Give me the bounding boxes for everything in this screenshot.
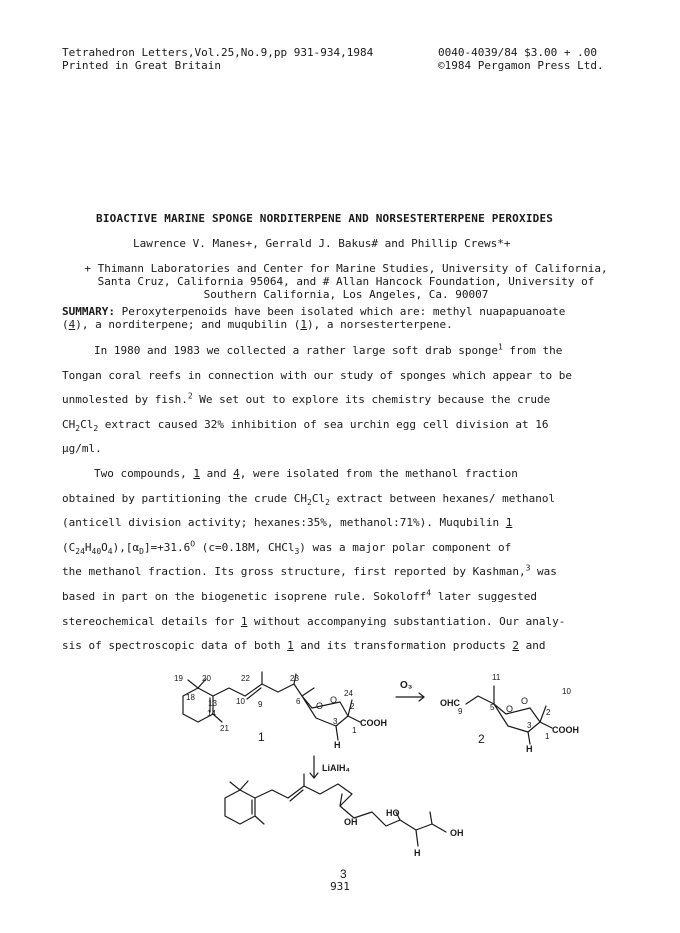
carboxyl-group: COOH [552, 725, 579, 735]
locant: 18 [186, 693, 195, 702]
locant: 9 [258, 700, 263, 709]
hydroxyl-group: OH [450, 828, 464, 838]
hydrogen-atom: H [334, 740, 341, 750]
issn-price: 0040-4039/84 $3.00 + .00 [438, 46, 597, 59]
oxygen-atom: O [506, 704, 514, 714]
locant: 23 [290, 674, 299, 683]
compound-1-structure [174, 672, 387, 750]
locant: 1 [352, 726, 357, 735]
aldehyde-group: OHC [440, 698, 460, 708]
text-line: based in part on the biogenetic isoprene rule. Sokoloff$^4$ later suggested [62, 588, 538, 603]
author-list: Lawrence V. Manes+, Gerrald J. Bakus# and Phillip Crews*+ [133, 237, 511, 250]
oxygen-atom: O [330, 695, 338, 705]
affiliation-line: + Thimann Laboratories and Center for Marine Studies, University of California, [84, 262, 608, 275]
text-line: obtained by partitioning the crude $CH_2Cl_2$ extract between hexanes/ methanol [62, 491, 556, 507]
text-line: (anticell division activity; hexanes:35%, methanol:71%). Muqubilin 1 [62, 516, 513, 530]
hydroxyl-group: OH [344, 817, 358, 827]
locant: 22 [241, 674, 250, 683]
text-line: In 1980 and 1983 we collected a rather large soft drab sponge$^1$ from the [94, 342, 563, 357]
reduction-step [310, 756, 350, 778]
reagent-label: O₃ [400, 680, 413, 691]
text-line: $(C_{24}H_{40}O_4),[\alpha_D]=+31.6^O$ (c=0.18M, CHCl$_3$) was a major polar component of [62, 539, 512, 556]
locant: 11 [492, 673, 501, 682]
locant: 13 [208, 699, 217, 708]
article-title: BIOACTIVE MARINE SPONGE NORDITERPENE AND NORSESTERTERPENE PEROXIDES [96, 212, 554, 225]
compound-3-structure [225, 774, 464, 881]
affiliation-line: Santa Cruz, California 95064, and # Allan Hancock Foundation, University of [97, 275, 595, 288]
locant: 3 [527, 721, 532, 730]
hydrogen-atom: H [526, 744, 533, 754]
summary-label: SUMMARY: [62, 305, 115, 318]
locant: 14 [207, 709, 216, 718]
locant: 5 [490, 703, 495, 712]
compound-ref: 1 [300, 318, 308, 331]
summary-text: ( [62, 318, 69, 331]
summary-text: Peroxyterpenoids have been isolated which are: methyl nuapapuanoate [121, 305, 566, 318]
copyright-line: ©1984 Pergamon Press Ltd. [438, 59, 604, 72]
text-line: $CH_2Cl_2$ extract caused 32% inhibition of sea urchin egg cell division at 16 [62, 417, 549, 433]
locant: 6 [296, 697, 301, 706]
locant: 2 [350, 702, 355, 711]
locant: 1 [545, 732, 550, 741]
compound-ref: 1 [240, 614, 248, 628]
locant: 10 [236, 697, 245, 706]
printed-line: Printed in Great Britain [62, 59, 221, 72]
compound-ref: 2 [512, 639, 519, 653]
compound-ref: 1 [287, 639, 294, 653]
text-line: Two compounds, 1 and 4, were isolated from the methanol fraction [94, 466, 518, 480]
locant: 2 [546, 708, 551, 717]
compound-ref: 1 [505, 516, 513, 530]
compound-2-structure [440, 673, 579, 754]
text-line: stereochemical details for 1 without accompanying substantiation. Our analy- [62, 614, 566, 628]
hydroxyl-group: HO [386, 808, 400, 818]
reagent-label: LiAlH₄ [322, 763, 350, 773]
compound-ref: 4 [68, 318, 76, 331]
locant: 3 [333, 717, 338, 726]
locant: 9 [458, 707, 463, 716]
locant: 19 [174, 674, 183, 683]
hydrogen-atom: H [414, 848, 421, 858]
compound-number: 2 [478, 732, 485, 746]
text-line: μg/ml. [62, 442, 102, 456]
page-number: 931 [330, 880, 350, 893]
summary-text: ), a norditerpene; and muqubilin ( [75, 318, 301, 331]
oxygen-atom: O [521, 696, 529, 706]
text-line: the methanol fraction. Its gross structure, first reported by Kashman,$^3$ was [62, 563, 557, 579]
compound-ref: 4 [233, 466, 240, 480]
ozonolysis-step [396, 680, 424, 701]
compound-number: 3 [340, 867, 347, 881]
locant: 24 [344, 689, 353, 698]
text-line: Tongan coral reefs in connection with our study of sponges which appear to be [62, 368, 572, 382]
carboxyl-group: COOH [360, 718, 387, 728]
compound-ref: 1 [193, 466, 200, 480]
compound-number: 1 [258, 730, 265, 744]
locant: 21 [220, 724, 229, 733]
affiliation-line: Southern California, Los Angeles, Ca. 90007 [203, 288, 489, 301]
text-line: unmolested by fish.$^2$ We set out to explore its chemistry because the crude [62, 391, 551, 407]
oxygen-atom: O [316, 701, 324, 711]
summary-text: ), a norsesterterpene. [307, 318, 453, 331]
text-line: sis of spectroscopic data of both 1 and its transformation products 2 and [62, 639, 546, 653]
journal-line: Tetrahedron Letters,Vol.25,No.9,pp 931-934,1984 [62, 46, 374, 59]
locant: 10 [562, 687, 571, 696]
locant: 20 [202, 674, 211, 683]
